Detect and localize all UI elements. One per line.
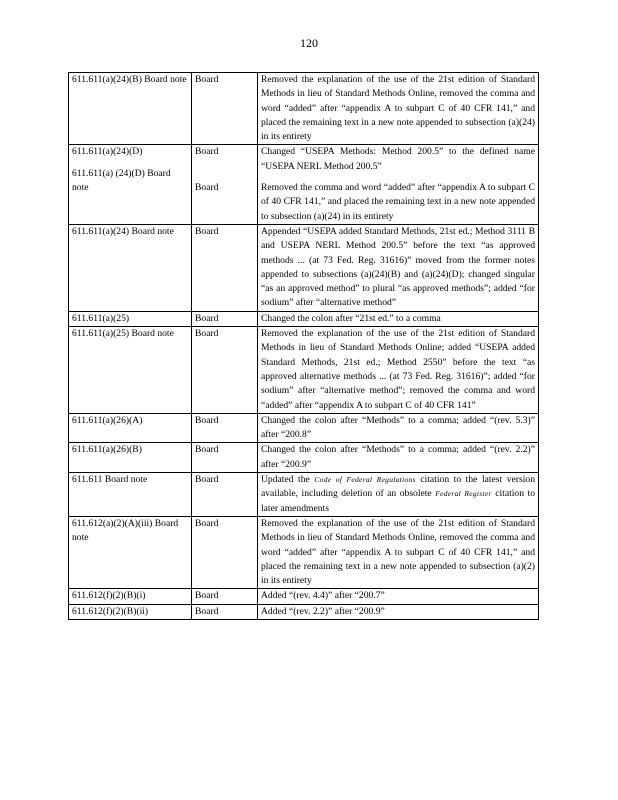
table-row (69, 311, 539, 326)
table-row (69, 145, 539, 224)
source-cell: Board (192, 516, 258, 588)
table-row (69, 473, 539, 517)
federal-register-title: Federal Register (435, 489, 492, 499)
source-text: Board (195, 146, 219, 158)
description-cell (258, 145, 539, 224)
amendments-table (68, 72, 539, 620)
description-cell: Removed the explanation of the use of the 21st edition of Standard Methods in lieu of Standard Methods Online, removed the comma and word “added” after “appendix A to subpart C of 40 CFR 141,” and placed the remaining text in a new note appended to subsection (a)(24) in its entirety (258, 73, 539, 145)
section-cell: 611.611(a)(26)(A) (69, 413, 192, 443)
description-text: citation to the latest version available, including deletion of an obsolete (261, 474, 535, 500)
source-text: Board (195, 181, 219, 193)
source-cell: Board (192, 311, 258, 326)
table-row (69, 443, 539, 473)
cfr-citation-title: Code of Federal Regulations (314, 475, 416, 485)
section-cell: 611.611(a)(25) (69, 311, 192, 326)
section-cell: 611.611(a)(26)(B) (69, 443, 192, 473)
description-cell: Added “(rev. 2.2)” after “200.9” (258, 604, 539, 619)
section-text: 611.611(a) (24)(D) Board note (72, 167, 171, 194)
section-cell: 611.611(a)(24) Board note (69, 224, 192, 311)
section-cell: 611.612(a)(2)(A)(iii) Board note (69, 516, 192, 588)
section-cell: 611.611 Board note (69, 473, 192, 517)
description-cell: Changed the colon after “Methods” to a comma; added “(rev. 5.3)” after “200.8” (258, 413, 539, 443)
description-cell: Changed the colon after “21st ed.” to a comma (258, 311, 539, 326)
description-text: Removed the comma and word “added” after “appendix A to subpart C of 40 CFR 141,” and placed the remaining text in a new note appended to subsection (a)(24) in its entirety (261, 182, 535, 222)
source-cell: Board (192, 327, 258, 414)
table-row (69, 589, 539, 604)
description-cell: Removed the explanation of the use of the 21st edition of Standard Methods in lieu of Standard Methods Online; added “USEPA added Standard Methods, 21st ed.; Method 2550” before the text “as approved alternative methods ... (at 73 Fed. Reg. 31616)”; added “for sodium” after “alternative method”; removed the comma and word “added” after “appendix A to subpart C of 40 CFR 141” (258, 327, 539, 414)
table-row (69, 73, 539, 145)
section-text: 611.611(a)(24)(D) (72, 146, 143, 158)
description-cell: Changed the colon after “Methods” to a comma; added “(rev. 2.2)” after “200.9” (258, 443, 539, 473)
description-cell: Removed the explanation of the use of the 21st edition of Standard Methods in lieu of Standard Methods Online, removed the comma and word “added” after “appendix A to subpart C of 40 CFR 141,” and placed the remaining text in a new note appended to subsection (a)(2) in its entirety (258, 516, 539, 588)
source-cell: Board (192, 443, 258, 473)
source-cell: Board (192, 413, 258, 443)
section-cell: 611.611(a)(25) Board note (69, 327, 192, 414)
table-row (69, 413, 539, 443)
description-text: citation to later amendments (261, 488, 535, 514)
section-cell: 611.612(f)(2)(B)(i) (69, 589, 192, 604)
section-cell: 611.611(a)(24)(B) Board note (69, 73, 192, 145)
source-cell: Board (192, 589, 258, 604)
section-cell: 611.612(f)(2)(B)(ii) (69, 604, 192, 619)
section-cell (69, 145, 192, 224)
table-row (69, 604, 539, 619)
source-cell: Board (192, 604, 258, 619)
description-cell: Added “(rev. 4.4)” after “200.7” (258, 589, 539, 604)
description-text: Changed “USEPA Methods: Method 200.5” to the defined name “USEPA NERL Method 200.5” (261, 146, 535, 172)
table-row (69, 224, 539, 311)
table-row (69, 327, 539, 414)
source-cell (192, 145, 258, 224)
source-cell: Board (192, 73, 258, 145)
table-row (69, 516, 539, 588)
page-number: 120 (300, 36, 318, 50)
source-cell: Board (192, 224, 258, 311)
description-cell (258, 473, 539, 517)
description-text: Updated the (261, 474, 310, 486)
source-cell: Board (192, 473, 258, 517)
description-cell: Appended “USEPA added Standard Methods, 21st ed.; Method 3111 B and USEPA NERL Method 200.5” before the text “as approved methods ... (at 73 Fed. Reg. 31616)” moved from the former notes appended to subsections (a)(24)(B) and (a)(24)(D); changed singular “as an approved method” to plural “as approved methods”; added “for sodium” after “alternative method” (258, 224, 539, 311)
